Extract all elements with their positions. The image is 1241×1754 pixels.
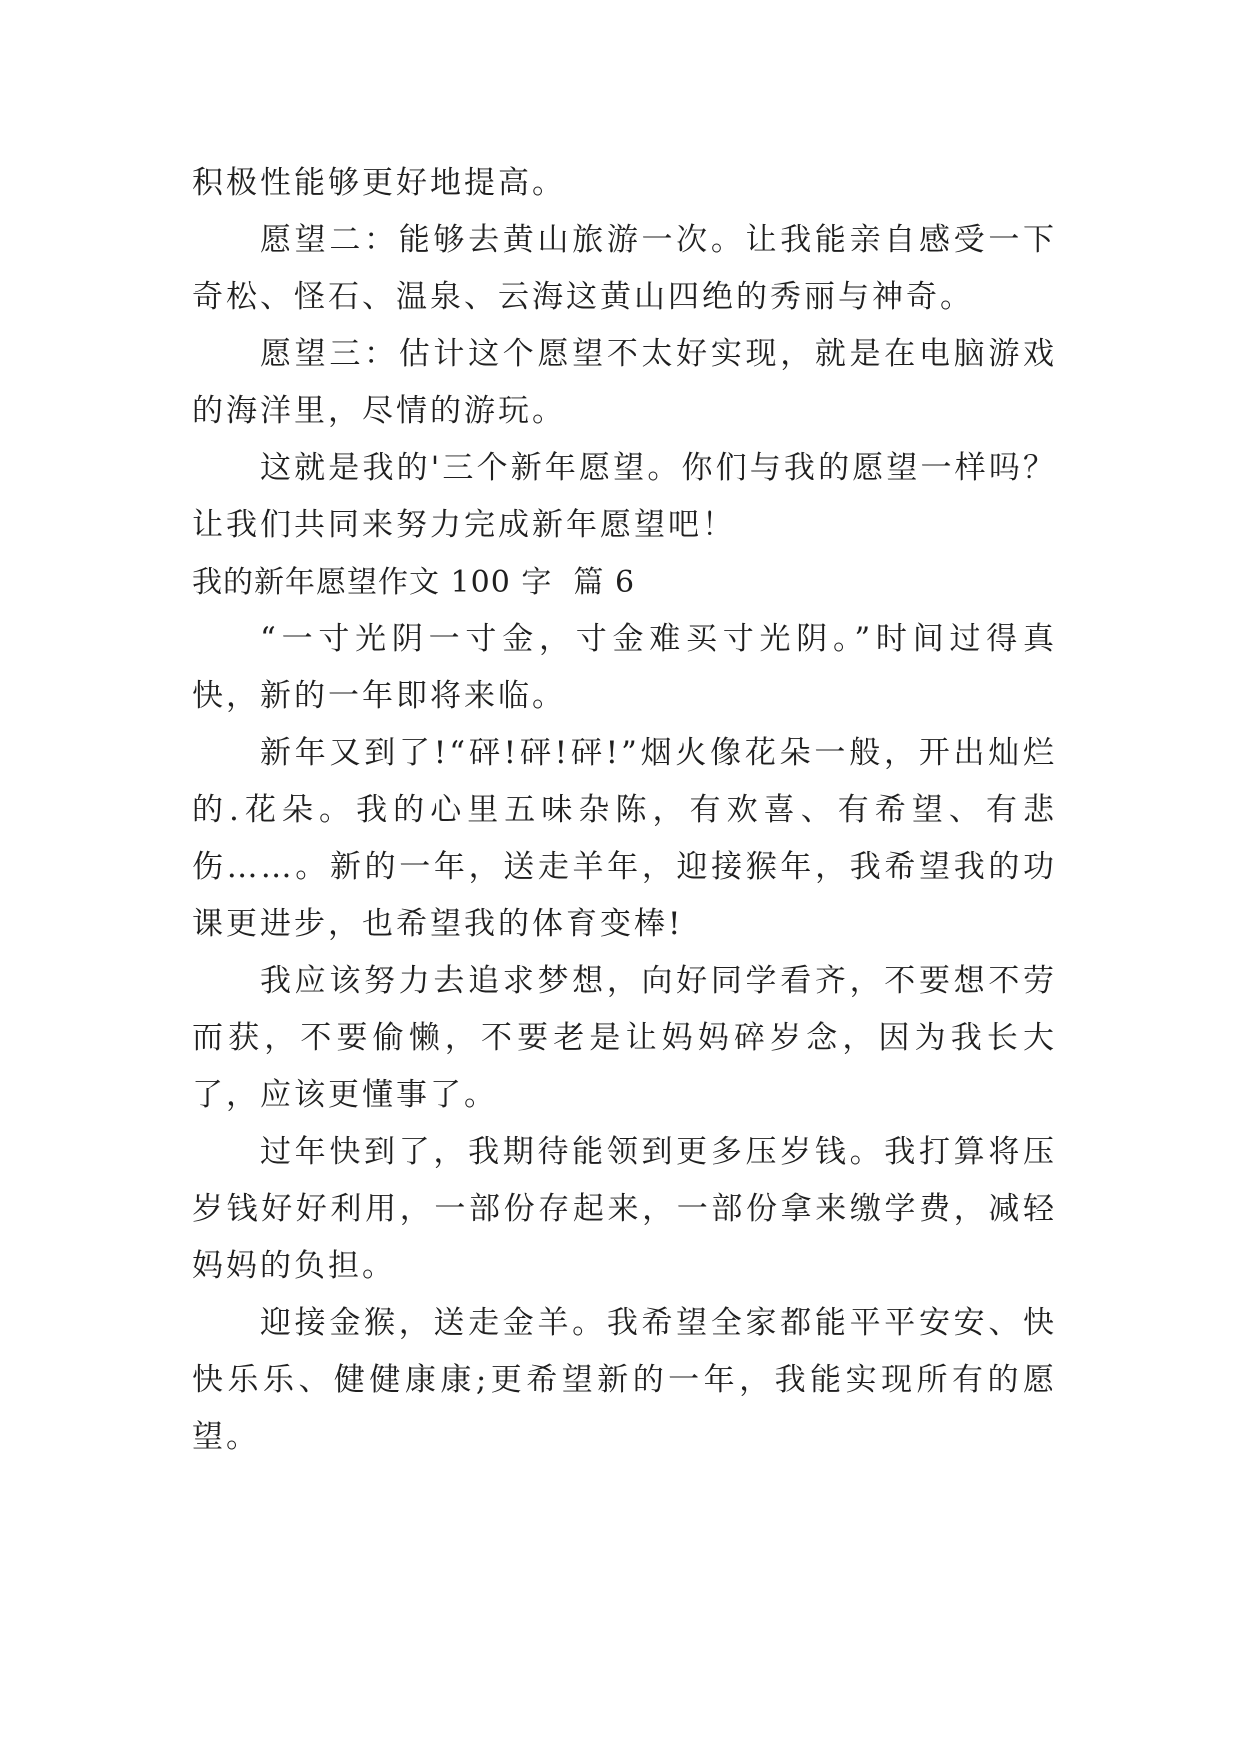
paragraph-proverb: “一寸光阴一寸金，寸金难买寸光阴。”时间过得真快，新的一年即将来临。 [192,621,1057,714]
paragraph-wish-two: 愿望二：能够去黄山旅游一次。让我能亲自感受一下奇松、怪石、温泉、云海这黄山四绝的秀丽与神奇。 [192,222,1057,315]
paragraph-family-wish: 迎接金猴，送走金羊。我希望全家都能平平安安、快快乐乐、健健康康;更希望新的一年，我能实现所有的愿望。 [192,1305,1057,1455]
document-body [192,155,1057,1466]
section-heading: 我的新年愿望作文 100 字 篇 6 [192,565,636,600]
paragraph-lucky-money: 过年快到了，我期待能领到更多压岁钱。我打算将压岁钱好好利用，一部份存起来，一部份拿来缴学费，减轻妈妈的负担。 [192,1134,1057,1284]
paragraph-fireworks: 新年又到了!“砰!砰!砰!”烟火像花朵一般，开出灿烂的.花朵。我的心里五味杂陈，有欢喜、有希望、有悲伤……。新的一年，送走羊年，迎接猴年，我希望我的功课更进步，也希望我的体育变棒! [192,735,1057,942]
paragraph-wish-three: 愿望三：估计这个愿望不太好实现，就是在电脑游戏的海洋里，尽情的游玩。 [192,336,1057,429]
paragraph-continuation: 积极性能够更好地提高。 [192,165,566,201]
paragraph-dreams: 我应该努力去追求梦想，向好同学看齐，不要想不劳而获，不要偷懒，不要老是让妈妈碎岁念，因为我长大了，应该更懂事了。 [192,963,1057,1113]
paragraph-conclusion: 这就是我的'三个新年愿望。你们与我的愿望一样吗？让我们共同来努力完成新年愿望吧！ [192,450,1057,543]
